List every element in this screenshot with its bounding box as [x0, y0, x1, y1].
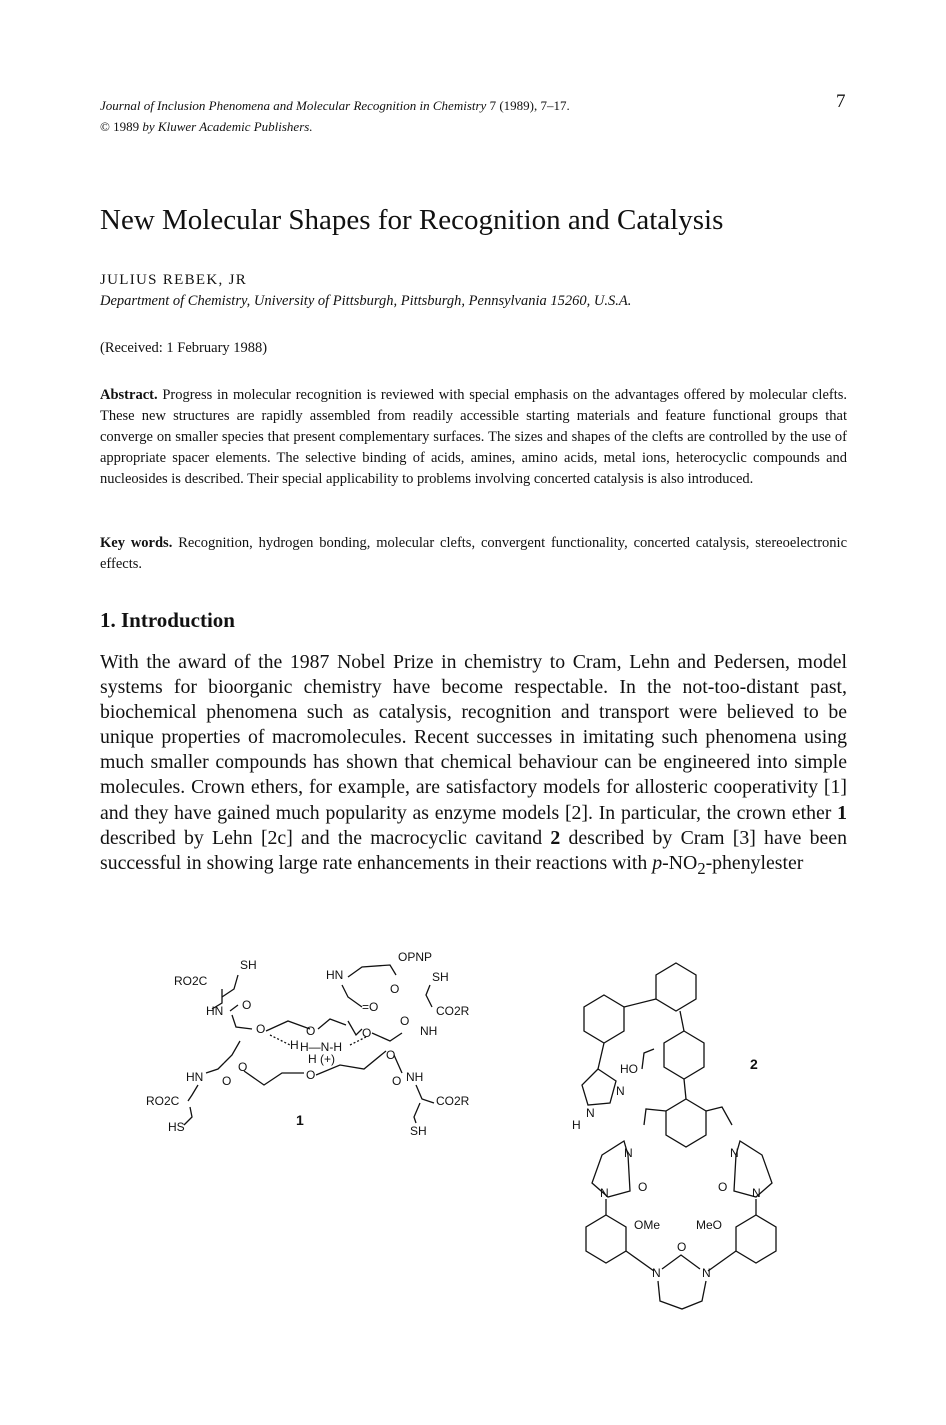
s1-ammonium: H—N-H — [300, 1040, 342, 1054]
s2-n-left-2: N — [600, 1186, 609, 1200]
s1-hn-top-left: HN — [206, 1004, 224, 1018]
s2-benzene-ring — [664, 1031, 704, 1079]
copyright-prefix: © 1989 — [100, 119, 140, 134]
s1-ring-bond — [244, 1071, 304, 1085]
s1-ring-bond — [266, 1021, 310, 1031]
s2-bond — [684, 1079, 686, 1099]
s1-o-top-left: O — [242, 998, 252, 1012]
structure-2-cavitand — [572, 963, 776, 1309]
structure-1-crown-ether — [146, 950, 470, 1138]
chemical-structures-figure — [140, 945, 800, 1315]
s1-ring-bond — [394, 1055, 402, 1073]
abstract — [100, 385, 847, 490]
s1-eq-o: =O — [362, 1000, 379, 1014]
s1-label: 1 — [296, 1112, 304, 1128]
keywords-label: Key words. — [100, 535, 173, 551]
s2-bond — [662, 1255, 700, 1269]
s1-nh-bottom-right: NH — [406, 1070, 424, 1084]
s2-bond — [680, 1011, 684, 1031]
s1-o-bottom-right: O — [392, 1074, 402, 1088]
compound-ref-2: 2 — [550, 826, 561, 849]
s2-imidazole-ring — [582, 1069, 616, 1105]
s2-bond — [626, 1251, 654, 1271]
s1-bond — [342, 985, 362, 1007]
s1-o-ring-1: O — [256, 1022, 266, 1036]
s1-hbond — [270, 1035, 290, 1045]
s1-o-nh-right: O — [400, 1014, 410, 1028]
abstract-label: Abstract. — [100, 387, 158, 403]
s1-o-ring-4: O — [238, 1060, 248, 1074]
intro-text-2: described by Lehn [2c] and the macrocyclic cavitand — [100, 826, 551, 849]
s2-n-urea-2: N — [702, 1266, 711, 1280]
intro-text-5: -phenylester — [705, 851, 804, 874]
keywords — [100, 533, 847, 575]
s2-n-urea-1: N — [652, 1266, 661, 1280]
s1-hn-bottom-left: HN — [186, 1070, 204, 1084]
s1-sh-bottom-right: SH — [410, 1124, 427, 1138]
s2-bond — [642, 1049, 654, 1069]
received-date: (Received: 1 February 1988) — [100, 340, 268, 356]
s1-bond — [416, 1085, 434, 1103]
s1-sh-top-left: SH — [240, 958, 257, 972]
s1-bond — [414, 1103, 420, 1123]
s2-bond — [644, 1109, 666, 1125]
article-title: New Molecular Shapes for Recognition and Catalysis — [100, 204, 724, 236]
s2-benzene-ring — [584, 995, 624, 1043]
publisher: by Kluwer Academic Publishers. — [142, 119, 313, 134]
intro-text-4: -NO — [662, 851, 698, 874]
s1-hn-top-mid: HN — [326, 968, 344, 982]
s2-o-left: O — [638, 1180, 648, 1194]
s1-bond — [222, 975, 238, 997]
abstract-text: Progress in molecular recognition is reviewed with special emphasis on the advantages offered by molecular clefts. These new structures are rapidly assembled from readily accessible starting materials and feature functional groups that converge on smaller species that present complementary surfaces. The sizes and shapes of the clefts are controlled by the use of appropriate spacer elements. The selective binding of acids, amines, amino acids, metal ions, heterocyclic compounds and nucleosides is described. Their special applicability to problems involving concerted catalysis is also introduced. — [100, 387, 847, 487]
s1-co2r-top-right: CO2R — [436, 1004, 470, 1018]
s2-benzene-ring — [736, 1215, 776, 1263]
s2-bond — [708, 1251, 736, 1271]
section-heading: 1. Introduction — [100, 608, 235, 632]
s2-n-right-1: N — [730, 1146, 739, 1160]
s2-o-urea: O — [677, 1240, 687, 1254]
s1-bond — [206, 1063, 224, 1073]
s1-co2r-bottom-right: CO2R — [436, 1094, 470, 1108]
volume-info: 7 (1989), 7–17. — [489, 98, 570, 113]
s1-ring-bond — [348, 1021, 362, 1035]
s2-ho: HO — [620, 1062, 638, 1076]
s2-benzene-ring — [666, 1099, 706, 1147]
s2-n-left-1: N — [624, 1146, 633, 1160]
author: JULIUS REBEK, JR — [100, 272, 248, 288]
intro-paragraph — [100, 650, 847, 881]
s1-bond — [184, 1107, 192, 1125]
s1-sh-top-right: SH — [432, 970, 449, 984]
s1-o-top-mid: O — [390, 982, 400, 996]
journal-citation — [100, 96, 570, 116]
s1-h-left: H — [290, 1038, 299, 1052]
affiliation: Department of Chemistry, University of Pittsburgh, Pittsburgh, Pennsylvania 15260, U.S.A. — [100, 293, 632, 309]
s1-h-plus: H (+) — [308, 1052, 335, 1066]
s1-opnp: OPNP — [398, 950, 433, 964]
s2-n-imid-1: N — [616, 1084, 625, 1098]
s2-bond — [706, 1107, 732, 1125]
s1-ro2c-bottom-left: RO2C — [146, 1094, 180, 1108]
s2-o-right: O — [718, 1180, 728, 1194]
s1-bond — [348, 965, 396, 977]
compound-ref-1: 1 — [837, 801, 847, 824]
s1-bond — [230, 1005, 238, 1011]
s2-bond — [598, 1043, 604, 1069]
s1-o-ring-6: O — [386, 1048, 396, 1062]
s1-ro2c-top-left: RO2C — [174, 974, 208, 988]
s2-benzene-ring — [656, 963, 696, 1011]
s1-o-bottom-left: O — [222, 1074, 232, 1088]
s1-bond — [426, 985, 432, 1007]
s2-bond — [624, 999, 656, 1007]
s2-label: 2 — [750, 1056, 758, 1072]
intro-text-1: With the award of the 1987 Nobel Prize in chemistry to Cram, Lehn and Pedersen, model systems for bioorganic chemistry have become respectable. In the not-too-distant past, biochemical phenomena such as catalysis, recognition and transport were believed to be unique properties of macromolecules. Recent successes in imitating such phenomena using much smaller compounds has shown that chemical behaviour can be engineered into simple molecules. Crown ethers, for example, are satisfactory models for allosteric cooperativity [1] and they have gained much popularity as enzyme models [2]. In particular, the crown ether — [100, 651, 847, 824]
s1-o-ring-5: O — [306, 1068, 316, 1082]
s1-nh-right: NH — [420, 1024, 438, 1038]
subscript-2: 2 — [697, 858, 706, 878]
intro-text-3: described by Cram [3] have been successful in showing large rate enhancements in their reactions with — [100, 826, 847, 874]
s1-o-ring-3: O — [362, 1026, 372, 1040]
keywords-text: Recognition, hydrogen bonding, molecular clefts, convergent functionality, concerted catalysis, stereoelectronic effects. — [100, 535, 848, 572]
s2-meo: MeO — [696, 1218, 723, 1232]
page-number: 7 — [836, 91, 846, 112]
para-prefix: p — [652, 851, 663, 874]
s1-ring-bond — [372, 1033, 402, 1041]
journal-name: Journal of Inclusion Phenomena and Molecular Recognition in Chemistry — [100, 98, 487, 113]
s2-bond — [658, 1281, 706, 1309]
s2-benzene-ring — [586, 1215, 626, 1263]
s1-ring-bond — [318, 1019, 346, 1029]
s2-n-imid-2: N — [586, 1106, 595, 1120]
s2-h-imid: H — [572, 1118, 581, 1132]
s1-hs-bottom-left: HS — [168, 1120, 185, 1134]
s1-bond — [188, 1085, 198, 1101]
s1-o-ring-2: O — [306, 1024, 316, 1038]
s2-n-right-2: N — [752, 1186, 761, 1200]
copyright-line — [100, 117, 313, 137]
s1-bond — [232, 1015, 252, 1029]
s2-ome: OMe — [634, 1218, 661, 1232]
